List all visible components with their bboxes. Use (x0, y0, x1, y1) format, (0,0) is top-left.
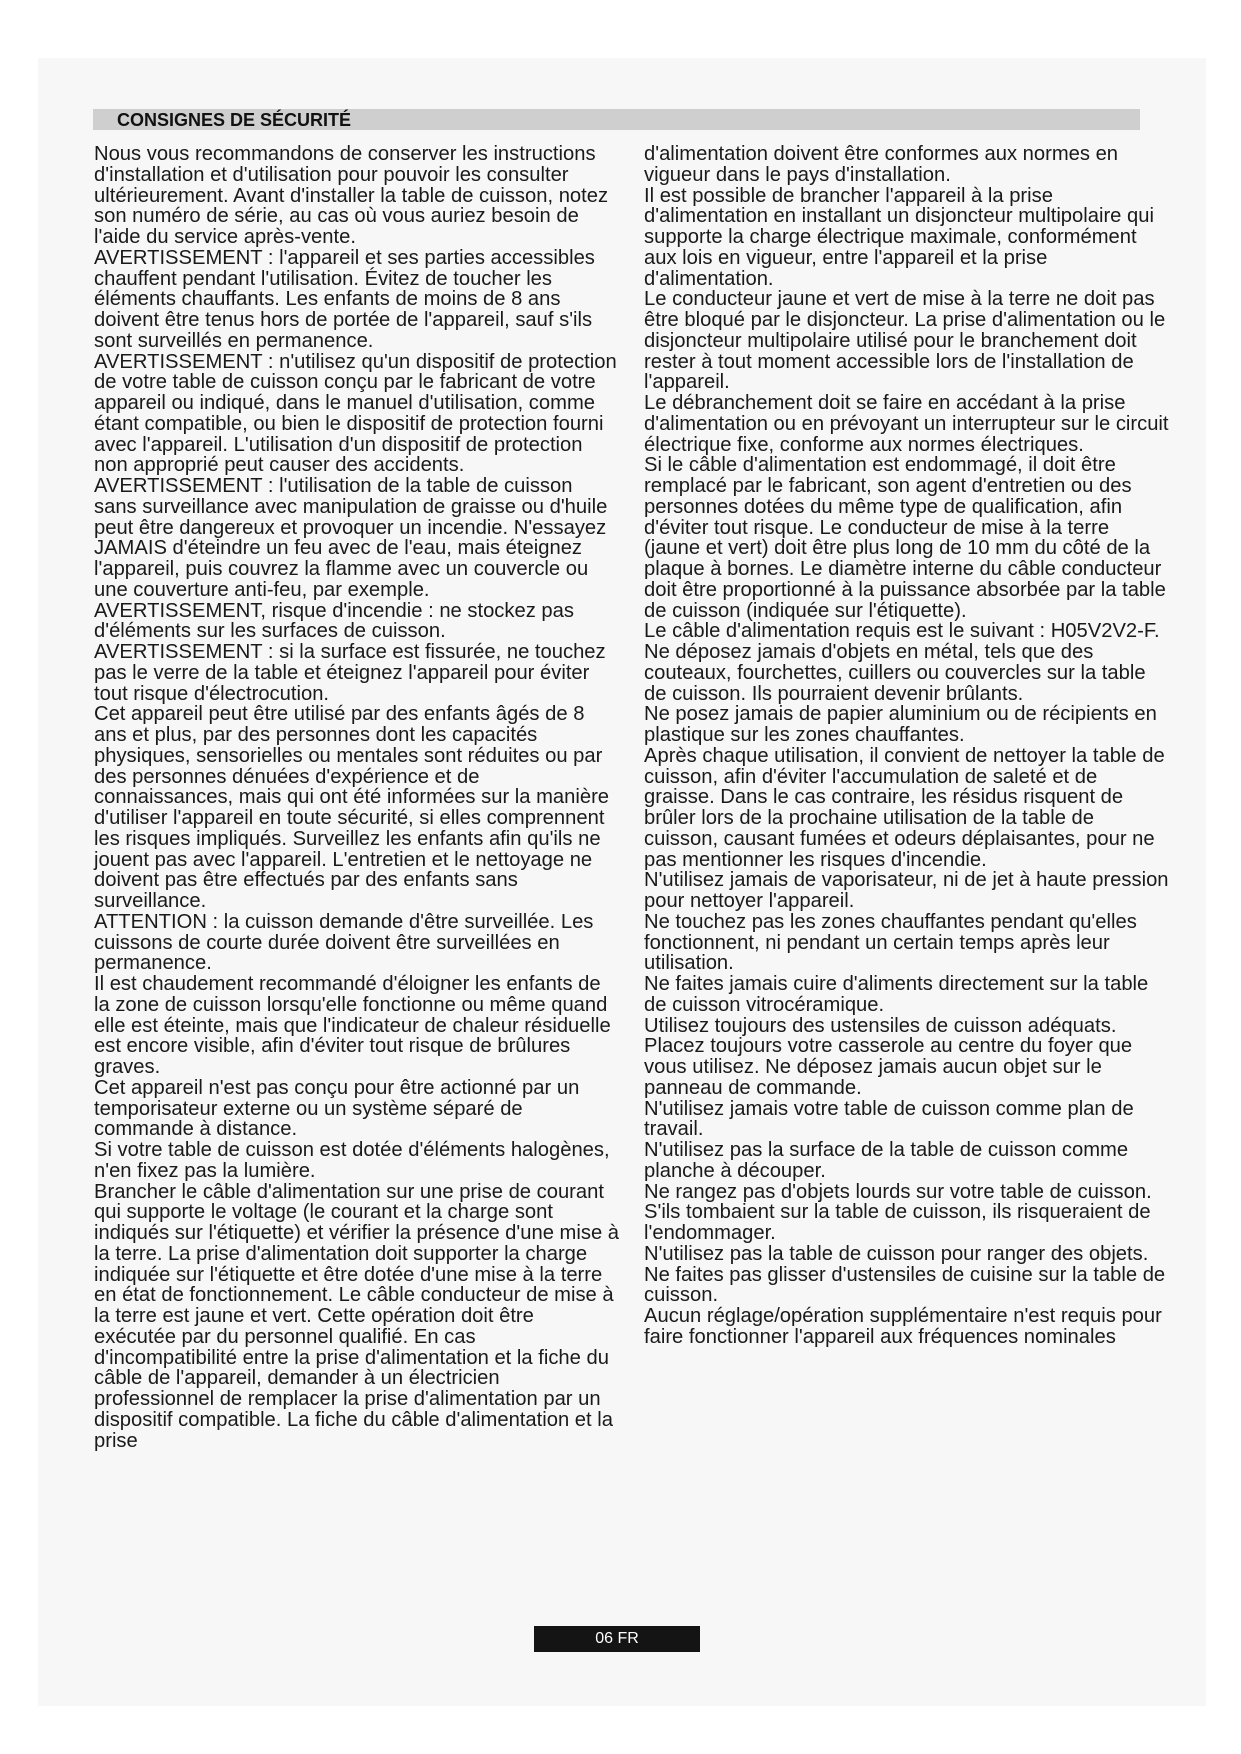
paragraph: Nous vous recommandons de conserver les instructions d'installation et d'utilisation pour pouvoir les consulter ultérieurement. Avant d'installer la table de cuisson, notez son numéro de série, au cas où vous auriez besoin de l'aide du service après-vente. (94, 143, 609, 248)
page-number: 06 FR (534, 1626, 700, 1652)
paragraph: Ne touchez pas les zones chauffantes pendant qu'elles fonctionnent, ni pendant un certain temps après leur utilisation. (644, 910, 1137, 975)
paragraph: N'utilisez jamais de vaporisateur, ni de jet à haute pression pour nettoyer l'appareil. (644, 869, 1169, 912)
paragraph: Cet appareil n'est pas conçu pour être actionné par un temporisateur externe ou un système séparé de commande à distance. (94, 1076, 580, 1141)
paragraph: Ne posez jamais de papier aluminium ou de récipients en plastique sur les zones chauffantes. (644, 703, 1157, 746)
paragraph: Le conducteur jaune et vert de mise à la terre ne doit pas être bloqué par le disjoncteur. La prise d'alimentation ou le disjoncteur multipolaire utilisé pour le branchement doit rester à tout moment accessible lors de l'installation de l'appareil. (644, 288, 1166, 394)
paragraph: N'utilisez pas la surface de la table de cuisson comme planche à découper. (644, 1139, 1129, 1182)
left-column (94, 144, 620, 1451)
paragraph: Placez toujours votre casserole au centre du foyer que vous utilisez. Ne déposez jamais aucun objet sur le panneau de commande. (644, 1035, 1133, 1099)
paragraph: Si le câble d'alimentation est endommagé, il doit être remplacé par le fabricant, son agent d'entretien ou des personnes dotées du même type de qualification, afin d'éviter tout risque. Le conducteur de mise à la terre (jaune et vert) doit être plus long de 10 mm du côté de la plaque à bornes. Le diamètre interne du câble conducteur doit être proportionné à la puissance absorbée par la table de cuisson (indiquée sur l'étiquette). (644, 454, 1166, 622)
section-title: CONSIGNES DE SÉCURITÉ (117, 110, 352, 130)
paragraph: Le câble d'alimentation requis est le suivant : H05V2V2-F. (644, 620, 1160, 643)
paragraph: Ne faites jamais cuire d'aliments directement sur la table de cuisson vitrocéramique. (644, 973, 1149, 1016)
right-column (644, 144, 1170, 1348)
paragraph: AVERTISSEMENT : l'utilisation de la table de cuisson sans surveillance avec manipulation de graisse ou d'huile peut être dangereux et provoquer un incendie. N'essayez JAMAIS d'éteindre un feu avec de l'eau, mais éteignez l'appareil, puis couvrez la flamme avec un couvercle ou une couverture anti-feu, par exemple. (94, 475, 608, 601)
paragraph: Cet appareil peut être utilisé par des enfants âgés de 8 ans et plus, par des personnes dont les capacités physiques, sensorielles ou mentales sont réduites ou par des personnes dénuées d'expérience et de connaissances, mais qui ont été informées sur la manière d'utiliser l'appareil en toute sécurité, si elles comprennent les risques impliqués. Surveillez les enfants afin qu'ils ne jouent pas avec l'appareil. L'entretien et le nettoyage ne doivent pas être effectués par des enfants sans surveillance. (94, 703, 610, 912)
paragraph: Brancher le câble d'alimentation sur une prise de courant qui supporte le voltage (le courant et la charge sont indiqués sur l'étiquette) et vérifier la présence d'une mise à la terre. La prise d'alimentation doit supporter la charge indiquée sur l'étiquette et être dotée d'une mise à la terre en état de fonctionnement. Le câble conducteur de mise à la terre est jaune et vert. Cette opération doit être exécutée par du personnel qualifié. En cas d'incompatibilité entre la prise d'alimentation et la fiche du câble de l'appareil, demander à un électricien professionnel de remplacer la prise d'alimentation par un dispositif compatible. La fiche du câble d'alimentation et la prise (94, 1180, 620, 1452)
paragraph: N'utilisez jamais votre table de cuisson comme plan de travail. (644, 1097, 1134, 1141)
paragraph: Il est chaudement recommandé d'éloigner les enfants de la zone de cuisson lorsqu'elle fonctionne ou même quand elle est éteinte, mais que l'indicateur de chaleur résiduelle est encore visible, afin d'éviter tout risque de brûlures graves. (94, 973, 611, 1078)
paragraph: AVERTISSEMENT : si la surface est fissurée, ne touchez pas le verre de la table et éteignez l'appareil pour éviter tout risque d'électrocution. (94, 641, 606, 705)
paragraph: Ne déposez jamais d'objets en métal, tels que des couteaux, fourchettes, cuillers ou couvercles sur la table de cuisson. Ils pourraient devenir brûlants. (644, 641, 1146, 705)
paragraph: N'utilisez pas la table de cuisson pour ranger des objets. (644, 1242, 1149, 1265)
section-header-bar (93, 109, 1140, 130)
paragraph: Après chaque utilisation, il convient de nettoyer la table de cuisson, afin d'éviter l'accumulation de saleté et de graisse. Dans le cas contraire, les résidus risquent de brûler lors de la prochaine utilisation de la table de cuisson, causant fumées et odeurs déplaisantes, pour ne pas mentionner les risques d'incendie. (644, 744, 1165, 871)
paragraph: AVERTISSEMENT, risque d'incendie : ne stockez pas d'éléments sur les surfaces de cuisson. (94, 599, 574, 643)
paragraph: Le débranchement doit se faire en accédant à la prise d'alimentation ou en prévoyant un interrupteur sur le circuit électrique fixe, conforme aux normes électriques. (644, 392, 1169, 456)
paragraph: Si votre table de cuisson est dotée d'éléments halogènes, n'en fixez pas la lumière. (94, 1139, 610, 1182)
paragraph: Ne rangez pas d'objets lourds sur votre table de cuisson. S'ils tombaient sur la table de cuisson, ils risqueraient de l'endommager. (644, 1180, 1152, 1244)
paragraph: Ne faites pas glisser d'ustensiles de cuisine sur la table de cuisson. (644, 1263, 1166, 1307)
paragraph: AVERTISSEMENT : l'appareil et ses parties accessibles chauffent pendant l'utilisation. Évitez de toucher les éléments chauffants. Les enfants de moins de 8 ans doivent être tenus hors de portée de l'appareil, sauf s'ils sont surveillés en permanence. (94, 246, 595, 352)
paragraph: Utilisez toujours des ustensiles de cuisson adéquats. (644, 1014, 1117, 1037)
paragraph: d'alimentation doivent être conformes aux normes en vigueur dans le pays d'installation. (644, 143, 1119, 186)
paragraph: Aucun réglage/opération supplémentaire n'est requis pour faire fonctionner l'appareil aux fréquences nominales (644, 1305, 1162, 1348)
paragraph: Il est possible de brancher l'appareil à la prise d'alimentation en installant un disjoncteur multipolaire qui supporte la charge électrique maximale, conformément aux lois en vigueur, entre l'appareil et la prise d'alimentation. (644, 184, 1154, 290)
paragraph: ATTENTION : la cuisson demande d'être surveillée. Les cuissons de courte durée doivent être surveillées en permanence. (94, 910, 594, 975)
paragraph: AVERTISSEMENT : n'utilisez qu'un dispositif de protection de votre table de cuisson conçu par le fabricant de votre appareil ou indiqué, dans le manuel d'utilisation, comme étant compatible, ou bien le dispositif de protection fourni avec l'appareil. L'utilisation d'un dispositif de protection non approprié peut causer des accidents. (94, 350, 617, 477)
